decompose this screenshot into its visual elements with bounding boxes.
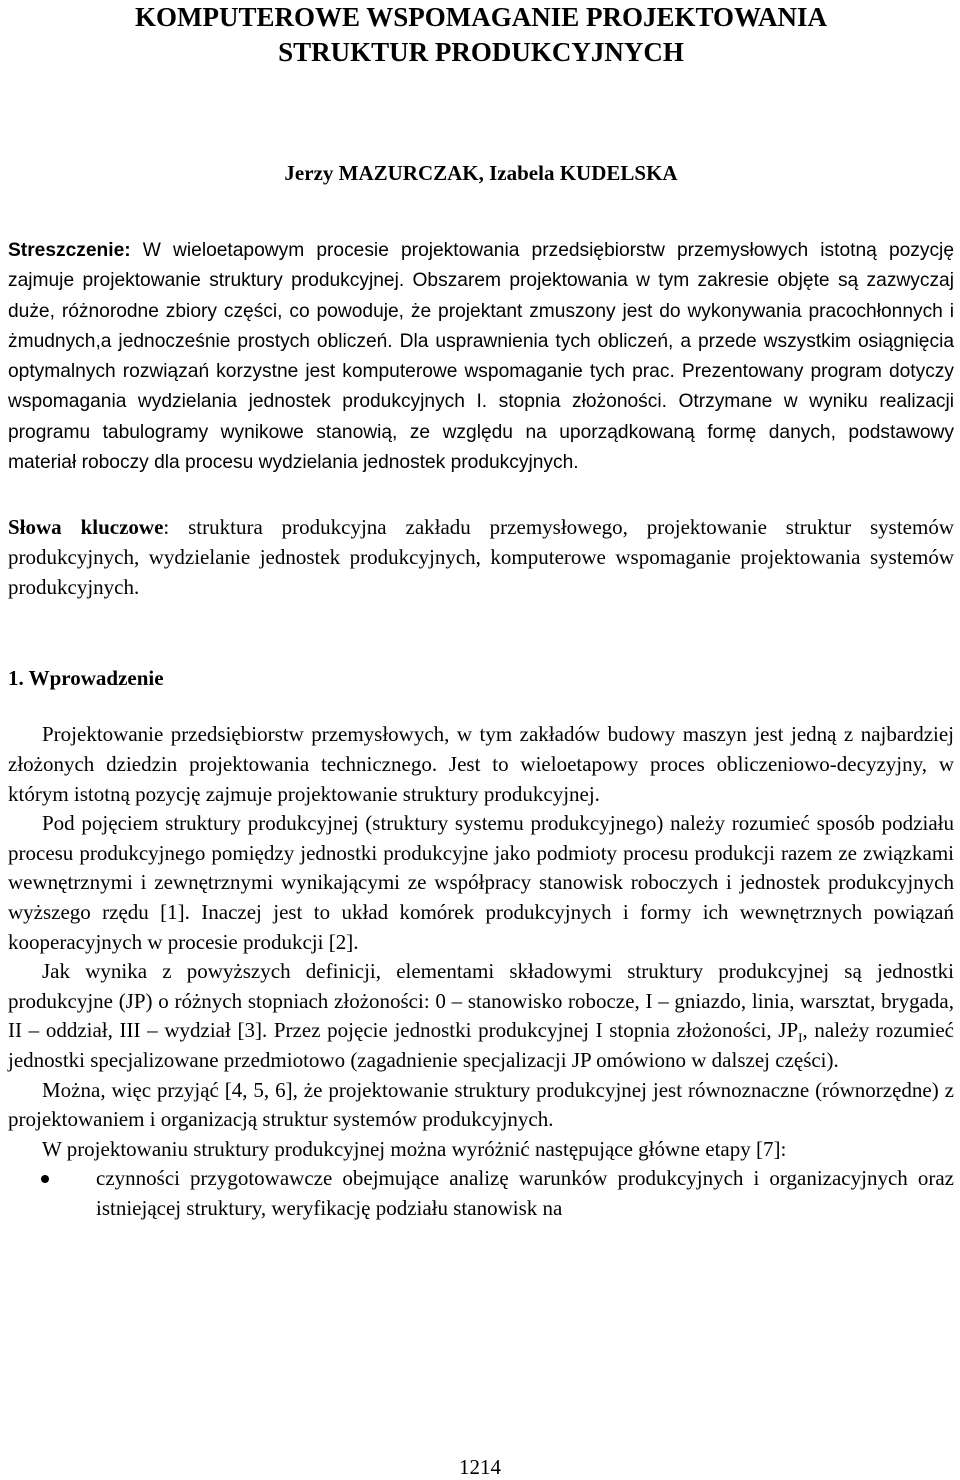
authors: Jerzy MAZURCZAK, Izabela KUDELSKA [284,161,678,185]
stages-list [8,1164,954,1223]
paragraph-1: Projektowanie przedsiębiorstw przemysłowych, w tym zakładów budowy maszyn jest jedną z najbardziej złożonych dziedzin projektowania technicznego. Jest to wieloetapowy proces obliczeniowo-decyzyjny, w którym istotną pozycję zajmuje projektowanie struktury produkcyjnej. [8,722,954,806]
paragraph-4: Można, więc przyjąć [4, 5, 6], że projektowanie struktury produkcyjnej jest równoznaczne (równorzędne) z projektowaniem i organizacją struktur systemów produkcyjnych. [8,1077,954,1132]
abstract-text: W wieloetapowym procesie projektowania przedsiębiorstw przemysłowych istotną pozycję zajmuje projektowanie struktury produkcyjnej. Obszarem projektowania w tym zakresie objęte są zazwyczaj duże, różnorodne zbiory części, co powoduje, że projektant zmuszony jest do wykonywania pracochłonnych i żmudnych,a jednocześnie prostych obliczeń. Dla usprawnienia tych obliczeń, a przede wszystkim osiągnięcia optymalnych rozwiązań korzystne jest komputerowe wspomaganie tych prac. Prezentowany program dotyczy wspomagania wydzielania jednostek produkcyjnych I. stopnia złożoności. Otrzymane w wyniku realizacji programu tabulogramy wynikowe stanowią, ze względu na uporządkowaną formę danych, podstawowy materiał roboczy dla procesu wydzielania jednostek produkcyjnych. [8,240,954,474]
paragraph-3-subscript: I [798,1030,803,1046]
bullet-icon [41,1175,49,1183]
abstract-label: Streszczenie: [8,240,131,261]
abstract [8,236,954,478]
paragraph-5: W projektowaniu struktury produkcyjnej można wyróżnić następujące główne etapy [7]: [42,1136,787,1161]
section-body [8,720,954,1223]
page-number: 1214 [459,1455,501,1479]
paper-page [8,0,954,1223]
paragraph-3-part-a: Jak wynika z powyższych definicji, elementami składowymi struktury produkcyjnej są jednostki produkcyjne (JP) o różnych stopniach złożoności: 0 – stanowisko robocze, I – gniazdo, linia, warsztat, brygada, II – oddział, III – wydział [3]. Przez pojęcie jednostki produkcyjnej I stopnia złożoności, JP [8,959,954,1043]
keywords-label: Słowa kluczowe [8,515,164,540]
paragraph-3-part-b: , należy rozumieć jednostki specjalizowane przedmiotowo (zagadnienie specjalizacji JP omówiono w dalszej części). [8,1018,954,1072]
list-item-text: czynności przygotowawcze obejmujące analizę warunków produkcyjnych i organizacyjnych oraz istniejącej struktury, weryfikację podziału stanowisk na [96,1166,954,1220]
list-item [8,1164,954,1223]
keywords-text: : struktura produkcyjna zakładu przemysłowego, projektowanie struktur systemów produkcyjnych, wydzielanie jednostek produkcyjnych, komputerowe wspomaganie projektowania systemów produkcyjnych. [8,515,954,600]
title-line-2: STRUKTUR PRODUKCYJNYCH [278,37,684,67]
paper-title [8,0,954,70]
title-line-1: KOMPUTEROWE WSPOMAGANIE PROJEKTOWANIA [134,2,828,32]
keywords [8,512,954,602]
paragraph-2: Pod pojęciem struktury produkcyjnej (struktury systemu produkcyjnego) należy rozumieć sposób podziału procesu produkcyjnego pomiędzy jednostki produkcyjne jako podmioty procesu produkcji razem ze związkami wewnętrznymi i zewnętrznymi wynikającymi ze współpracy stanowisk roboczych i jednostek produkcyjnych wyższego rzędu [1]. Inaczej jest to układ komórek produkcyjnych i formy ich wewnętrznych powiązań kooperacyjnych w procesie produkcji [2]. [8,811,954,954]
paragraph-3 [8,957,954,1075]
section-heading: 1. Wprowadzenie [8,666,164,691]
